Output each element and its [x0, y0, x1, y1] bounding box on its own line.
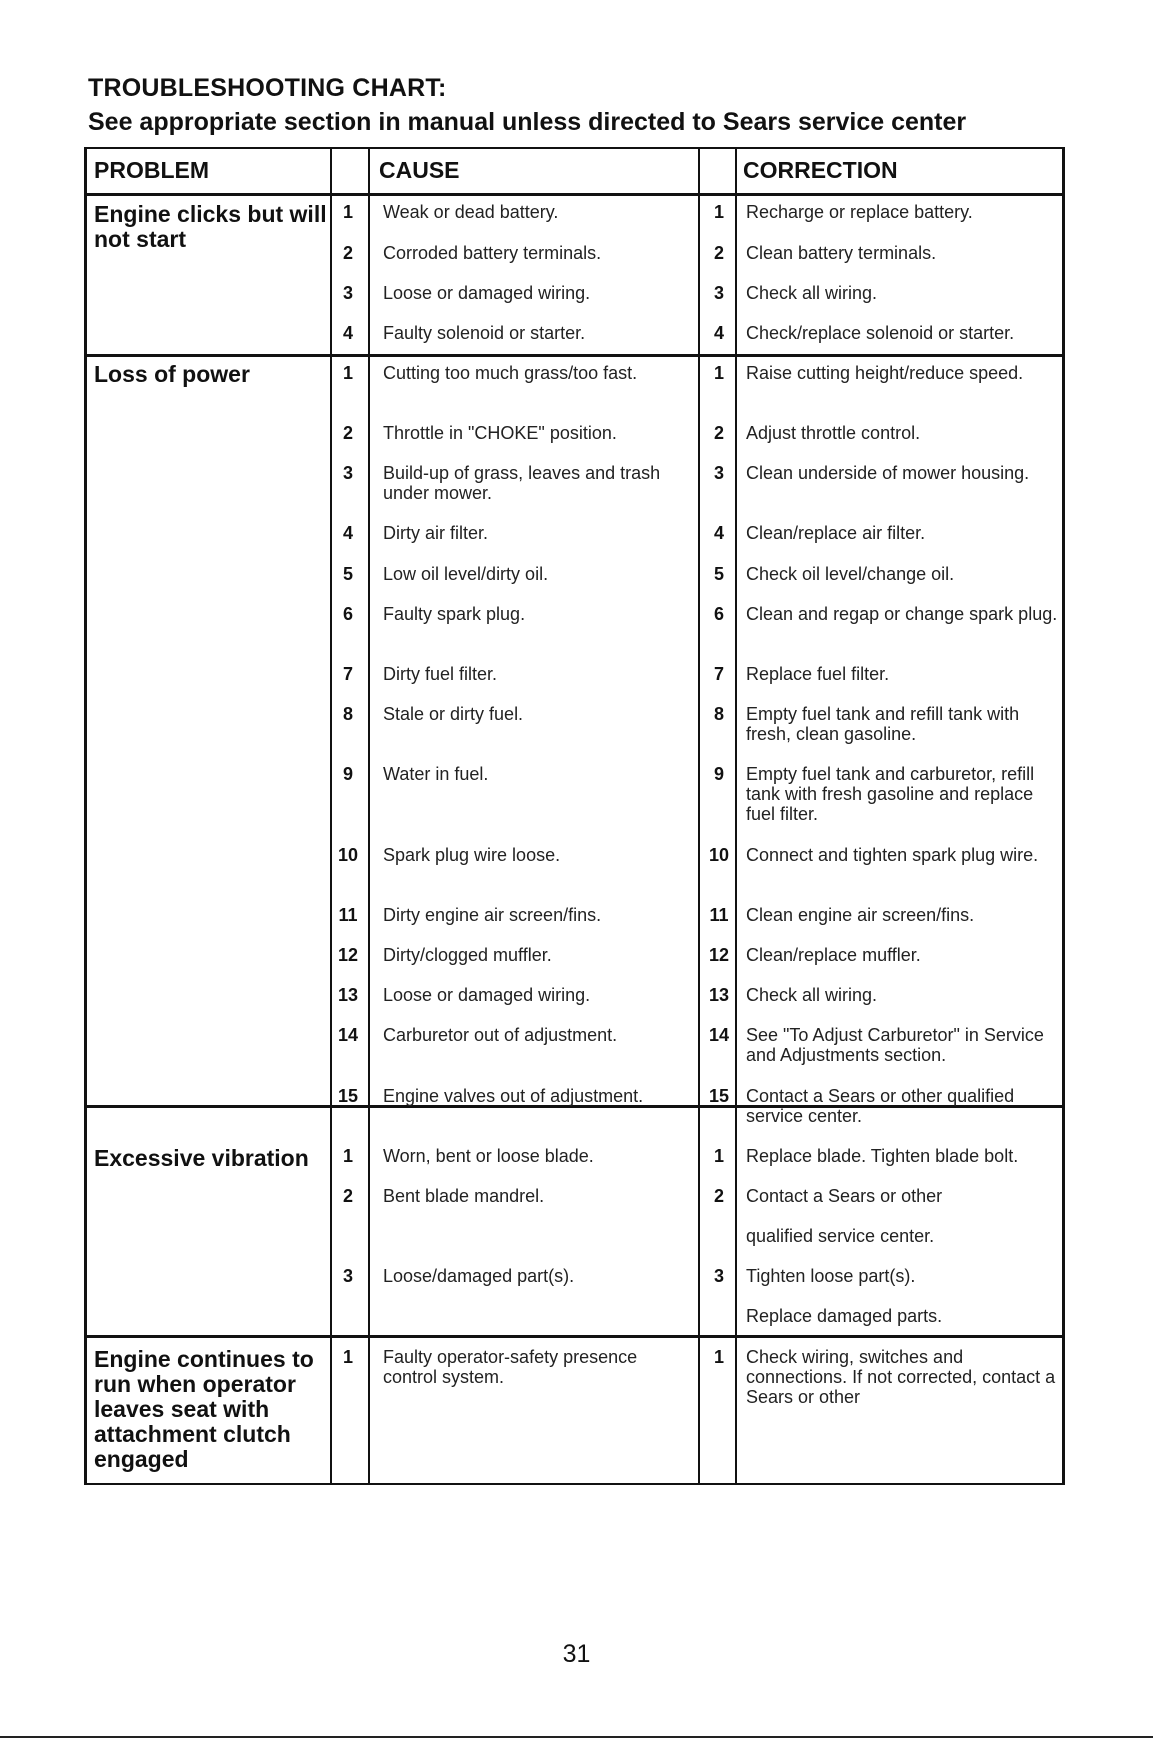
correction-text: qualified service center. [746, 1226, 935, 1246]
correction-number: 2 [713, 243, 724, 263]
cause-text: Dirty fuel filter. [383, 664, 498, 684]
bottom-rule [0, 1736, 1153, 1738]
correction-number: 5 [713, 564, 724, 584]
cause-text: Low oil level/dirty oil. [383, 564, 549, 584]
correction-text: Clean/replace air filter. [746, 523, 926, 543]
correction-number: 2 [713, 423, 724, 443]
correction-number: 11 [709, 905, 729, 925]
cause-text: Weak or dead battery. [383, 202, 559, 222]
cause-number: 2 [342, 1186, 353, 1206]
correction-number: 1 [713, 202, 724, 222]
correction-text: Clean underside of mower housing. [746, 463, 1030, 483]
cause-text: Cutting too much grass/too fast. [383, 363, 638, 383]
correction-number: 13 [708, 985, 730, 1005]
correction-number: 1 [713, 363, 724, 383]
header-correction: CORRECTION [743, 157, 898, 183]
correction-text: Contact a Sears or other qualified service center. [746, 1086, 1015, 1126]
cause-text: Water in fuel. [383, 764, 489, 784]
cause-text: Build-up of grass, leaves and trash under mower. [383, 463, 661, 503]
problem-label: Excessive vibration [94, 1145, 309, 1171]
correction-text: Empty fuel tank and carburetor, refill tank with fresh gasoline and replace fuel filter. [746, 764, 1035, 824]
problem-label: Engine clicks but will not start [94, 201, 327, 252]
cause-text: Loose or damaged wiring. [383, 985, 591, 1005]
cause-number: 6 [342, 604, 353, 624]
cause-text: Faulty spark plug. [383, 604, 526, 624]
correction-text: Check wiring, switches and connections. If not corrected, contact a Sears or other [746, 1347, 1056, 1407]
correction-text: Replace blade. Tighten blade bolt. [746, 1146, 1019, 1166]
cause-text: Loose or damaged wiring. [383, 283, 591, 303]
table-border-top [84, 147, 1065, 149]
cause-text: Loose/damaged part(s). [383, 1266, 575, 1286]
correction-text: Clean engine air screen/fins. [746, 905, 975, 925]
correction-text: Clean battery terminals. [746, 243, 937, 263]
cause-number: 13 [337, 985, 359, 1005]
correction-number: 4 [713, 323, 724, 343]
header-cause: CAUSE [379, 157, 460, 183]
cause-number: 1 [342, 202, 353, 222]
cause-number: 8 [342, 704, 353, 724]
cause-text: Stale or dirty fuel. [383, 704, 524, 724]
correction-number: 3 [713, 463, 724, 483]
correction-text: Check all wiring. [746, 985, 878, 1005]
cause-number: 3 [342, 283, 353, 303]
cause-text: Worn, bent or loose blade. [383, 1146, 594, 1166]
page-subtitle: See appropriate section in manual unless directed to Sears service center [88, 108, 967, 136]
cause-number: 2 [342, 243, 353, 263]
correction-number: 3 [713, 283, 724, 303]
cause-number: 11 [338, 905, 358, 925]
correction-number: 1 [713, 1146, 724, 1166]
correction-number: 6 [713, 604, 724, 624]
problem-label: Engine continues to run when operator leaves seat with attachment clutch engaged [94, 1346, 314, 1472]
column-line-num1 [368, 147, 370, 1485]
correction-number: 7 [713, 664, 724, 684]
correction-text: Contact a Sears or other [746, 1186, 943, 1206]
correction-text: Recharge or replace battery. [746, 202, 973, 222]
cause-number: 4 [342, 323, 353, 343]
correction-text: Connect and tighten spark plug wire. [746, 845, 1039, 865]
cause-text: Bent blade mandrel. [383, 1186, 545, 1206]
cause-text: Dirty air filter. [383, 523, 489, 543]
correction-number: 3 [713, 1266, 724, 1286]
cause-text: Faulty operator-safety presence control system. [383, 1347, 638, 1387]
cause-text: Faulty solenoid or starter. [383, 323, 586, 343]
correction-text: Replace damaged parts. [746, 1306, 943, 1326]
cause-number: 2 [342, 423, 353, 443]
cause-number: 1 [342, 1347, 353, 1367]
correction-text: Check oil level/change oil. [746, 564, 955, 584]
section-rule-1 [84, 354, 1065, 357]
cause-number: 1 [342, 363, 353, 383]
correction-number: 4 [713, 523, 724, 543]
correction-text: Empty fuel tank and refill tank with fresh, clean gasoline. [746, 704, 1020, 744]
cause-number: 10 [337, 845, 359, 865]
column-line-cause [698, 147, 700, 1485]
cause-number: 1 [342, 1146, 353, 1166]
correction-text: Adjust throttle control. [746, 423, 921, 443]
correction-text: Raise cutting height/reduce speed. [746, 363, 1024, 383]
cause-text: Corroded battery terminals. [383, 243, 602, 263]
cause-text: Carburetor out of adjustment. [383, 1025, 618, 1045]
correction-number: 14 [708, 1025, 730, 1045]
section-rule-3 [84, 1335, 1065, 1338]
correction-text: See "To Adjust Carburetor" in Service and Adjustments section. [746, 1025, 1044, 1065]
cause-text: Throttle in "CHOKE" position. [383, 423, 617, 443]
correction-number: 15 [708, 1086, 730, 1106]
cause-number: 15 [337, 1086, 359, 1106]
cause-number: 9 [342, 764, 353, 784]
header-rule [84, 193, 1065, 196]
cause-number: 5 [342, 564, 353, 584]
correction-number: 10 [708, 845, 730, 865]
correction-number: 1 [713, 1347, 724, 1367]
header-problem: PROBLEM [94, 157, 209, 183]
page-number: 31 [562, 1640, 591, 1668]
cause-text: Dirty engine air screen/fins. [383, 905, 602, 925]
cause-text: Spark plug wire loose. [383, 845, 561, 865]
table-border-left [84, 147, 87, 1485]
correction-number: 12 [708, 945, 730, 965]
correction-text: Check/replace solenoid or starter. [746, 323, 1015, 343]
correction-text: Tighten loose part(s). [746, 1266, 916, 1286]
correction-text: Clean/replace muffler. [746, 945, 921, 965]
cause-text: Dirty/clogged muffler. [383, 945, 552, 965]
problem-label: Loss of power [94, 361, 250, 387]
cause-number: 3 [342, 463, 353, 483]
correction-number: 8 [713, 704, 724, 724]
correction-text: Replace fuel filter. [746, 664, 890, 684]
correction-text: Check all wiring. [746, 283, 878, 303]
cause-number: 14 [337, 1025, 359, 1045]
cause-number: 4 [342, 523, 353, 543]
correction-number: 2 [713, 1186, 724, 1206]
cause-text: Engine valves out of adjustment. [383, 1086, 644, 1106]
table-border-bottom [84, 1483, 1065, 1485]
correction-number: 9 [713, 764, 724, 784]
page-title: TROUBLESHOOTING CHART: [88, 74, 447, 102]
cause-number: 7 [342, 664, 353, 684]
correction-text: Clean and regap or change spark plug. [746, 604, 1058, 624]
cause-number: 12 [337, 945, 359, 965]
cause-number: 3 [342, 1266, 353, 1286]
